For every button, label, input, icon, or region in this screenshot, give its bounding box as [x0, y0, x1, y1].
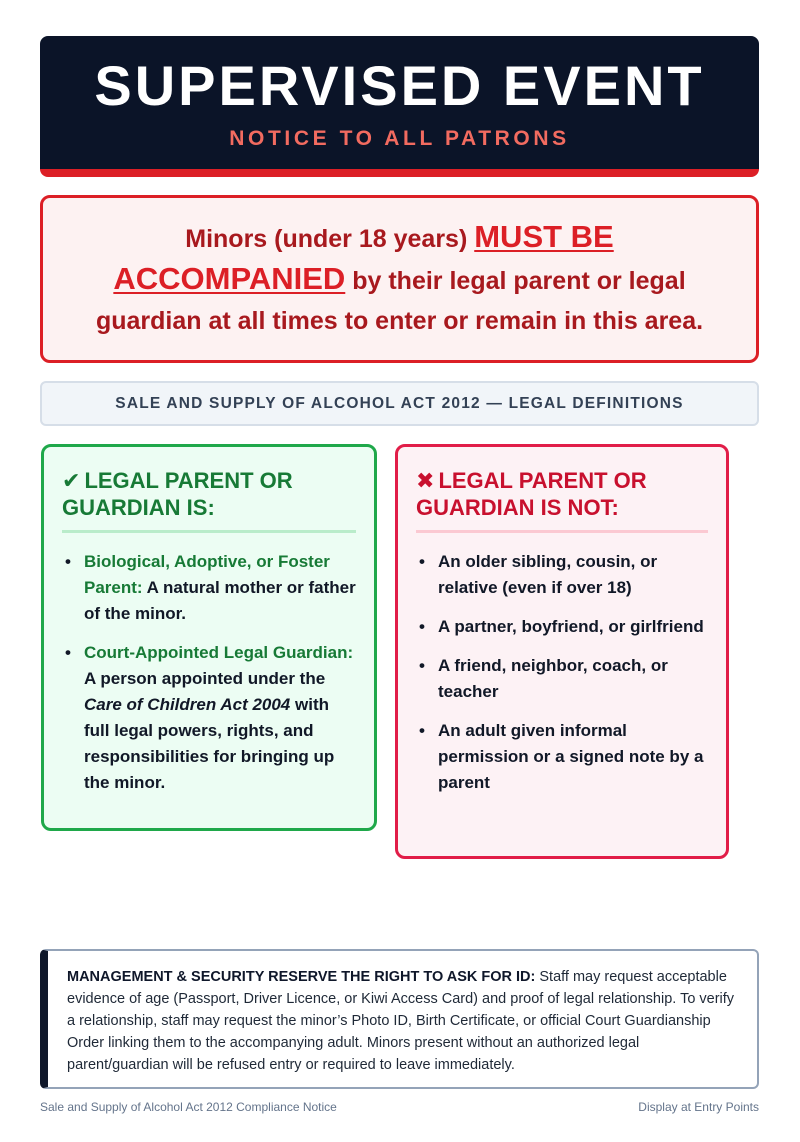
bullet-icon: • — [419, 552, 425, 571]
list-item — [62, 549, 356, 627]
item-term: Court-Appointed Legal Guardian: — [84, 643, 354, 662]
act-name: Care of Children Act 2004 — [84, 695, 291, 714]
list-item — [416, 549, 708, 601]
notice-body: Staff may request acceptable evidence of age (Passport, Driver Licence, or Kiwi Access Card) and proof of legal relationship. To verify a relationship, staff may request the minor’s Photo ID, Birth Certificate, or official Court Guardianship Order linking them to the accompanying adult. Minors present without an authorized legal parent/guardian will be refused entry or required to leave immediately. — [67, 969, 735, 1073]
minors-alert-box — [40, 195, 759, 363]
notice-lead: MANAGEMENT & SECURITY RESERVE THE RIGHT TO ASK FOR ID: — [67, 969, 536, 985]
bullet-icon: • — [65, 552, 71, 571]
guardian-is-list — [62, 549, 356, 796]
footer-compliance-note: Sale and Supply of Alcohol Act 2012 Compliance Notice — [40, 1100, 337, 1114]
item-text: A partner, boyfriend, or girlfriend — [438, 617, 704, 636]
footer-display-note: Display at Entry Points — [638, 1100, 759, 1114]
alert-text — [67, 217, 732, 341]
guardian-is-heading-text: LEGAL PARENT OR GUARDIAN IS: — [62, 468, 293, 520]
guardian-not-heading — [416, 467, 708, 533]
item-text: An adult given informal permission or a signed note by a parent — [438, 721, 704, 792]
id-notice-box — [40, 949, 759, 1089]
bullet-icon: • — [419, 617, 425, 636]
guardian-is-heading — [62, 467, 356, 533]
page-title: SUPERVISED EVENT — [94, 54, 705, 117]
item-text: A natural mother or father of the minor. — [84, 578, 356, 623]
act-definitions-bar: SALE AND SUPPLY OF ALCOHOL ACT 2012 — LEGAL DEFINITIONS — [40, 381, 759, 426]
check-mark-icon: ✔ — [62, 468, 81, 493]
alert-lead: Minors (under 18 years) — [185, 225, 475, 253]
list-item — [416, 653, 708, 705]
item-text: An older sibling, cousin, or relative (even if over 18) — [438, 552, 658, 597]
item-text: with full legal powers, rights, and responsibilities for bringing up the minor. — [84, 695, 335, 792]
guardian-not-heading-text: LEGAL PARENT OR GUARDIAN IS NOT: — [416, 468, 647, 520]
bullet-icon: • — [65, 643, 71, 662]
list-item — [416, 614, 708, 640]
cross-mark-icon: ✖ — [416, 468, 435, 493]
item-text: A person appointed under the — [84, 669, 326, 688]
guardian-not-list — [416, 549, 708, 796]
list-item — [416, 718, 708, 796]
bullet-icon: • — [419, 656, 425, 675]
page-subtitle: NOTICE TO ALL PATRONS — [229, 127, 570, 150]
guardian-not-card — [395, 444, 729, 859]
alert-tail: by their legal parent or legal guardian at all times to enter or remain in this area. — [95, 267, 704, 335]
item-term: Biological, Adoptive, or Foster Parent: — [84, 552, 330, 597]
header-banner — [40, 36, 759, 177]
guardian-is-card — [41, 444, 377, 831]
alert-emphasis: MUST BE ACCOMPANIED — [113, 219, 614, 296]
item-text: A friend, neighbor, coach, or teacher — [438, 656, 668, 701]
list-item — [62, 640, 356, 796]
bullet-icon: • — [419, 721, 425, 740]
notice-text — [67, 966, 739, 1076]
